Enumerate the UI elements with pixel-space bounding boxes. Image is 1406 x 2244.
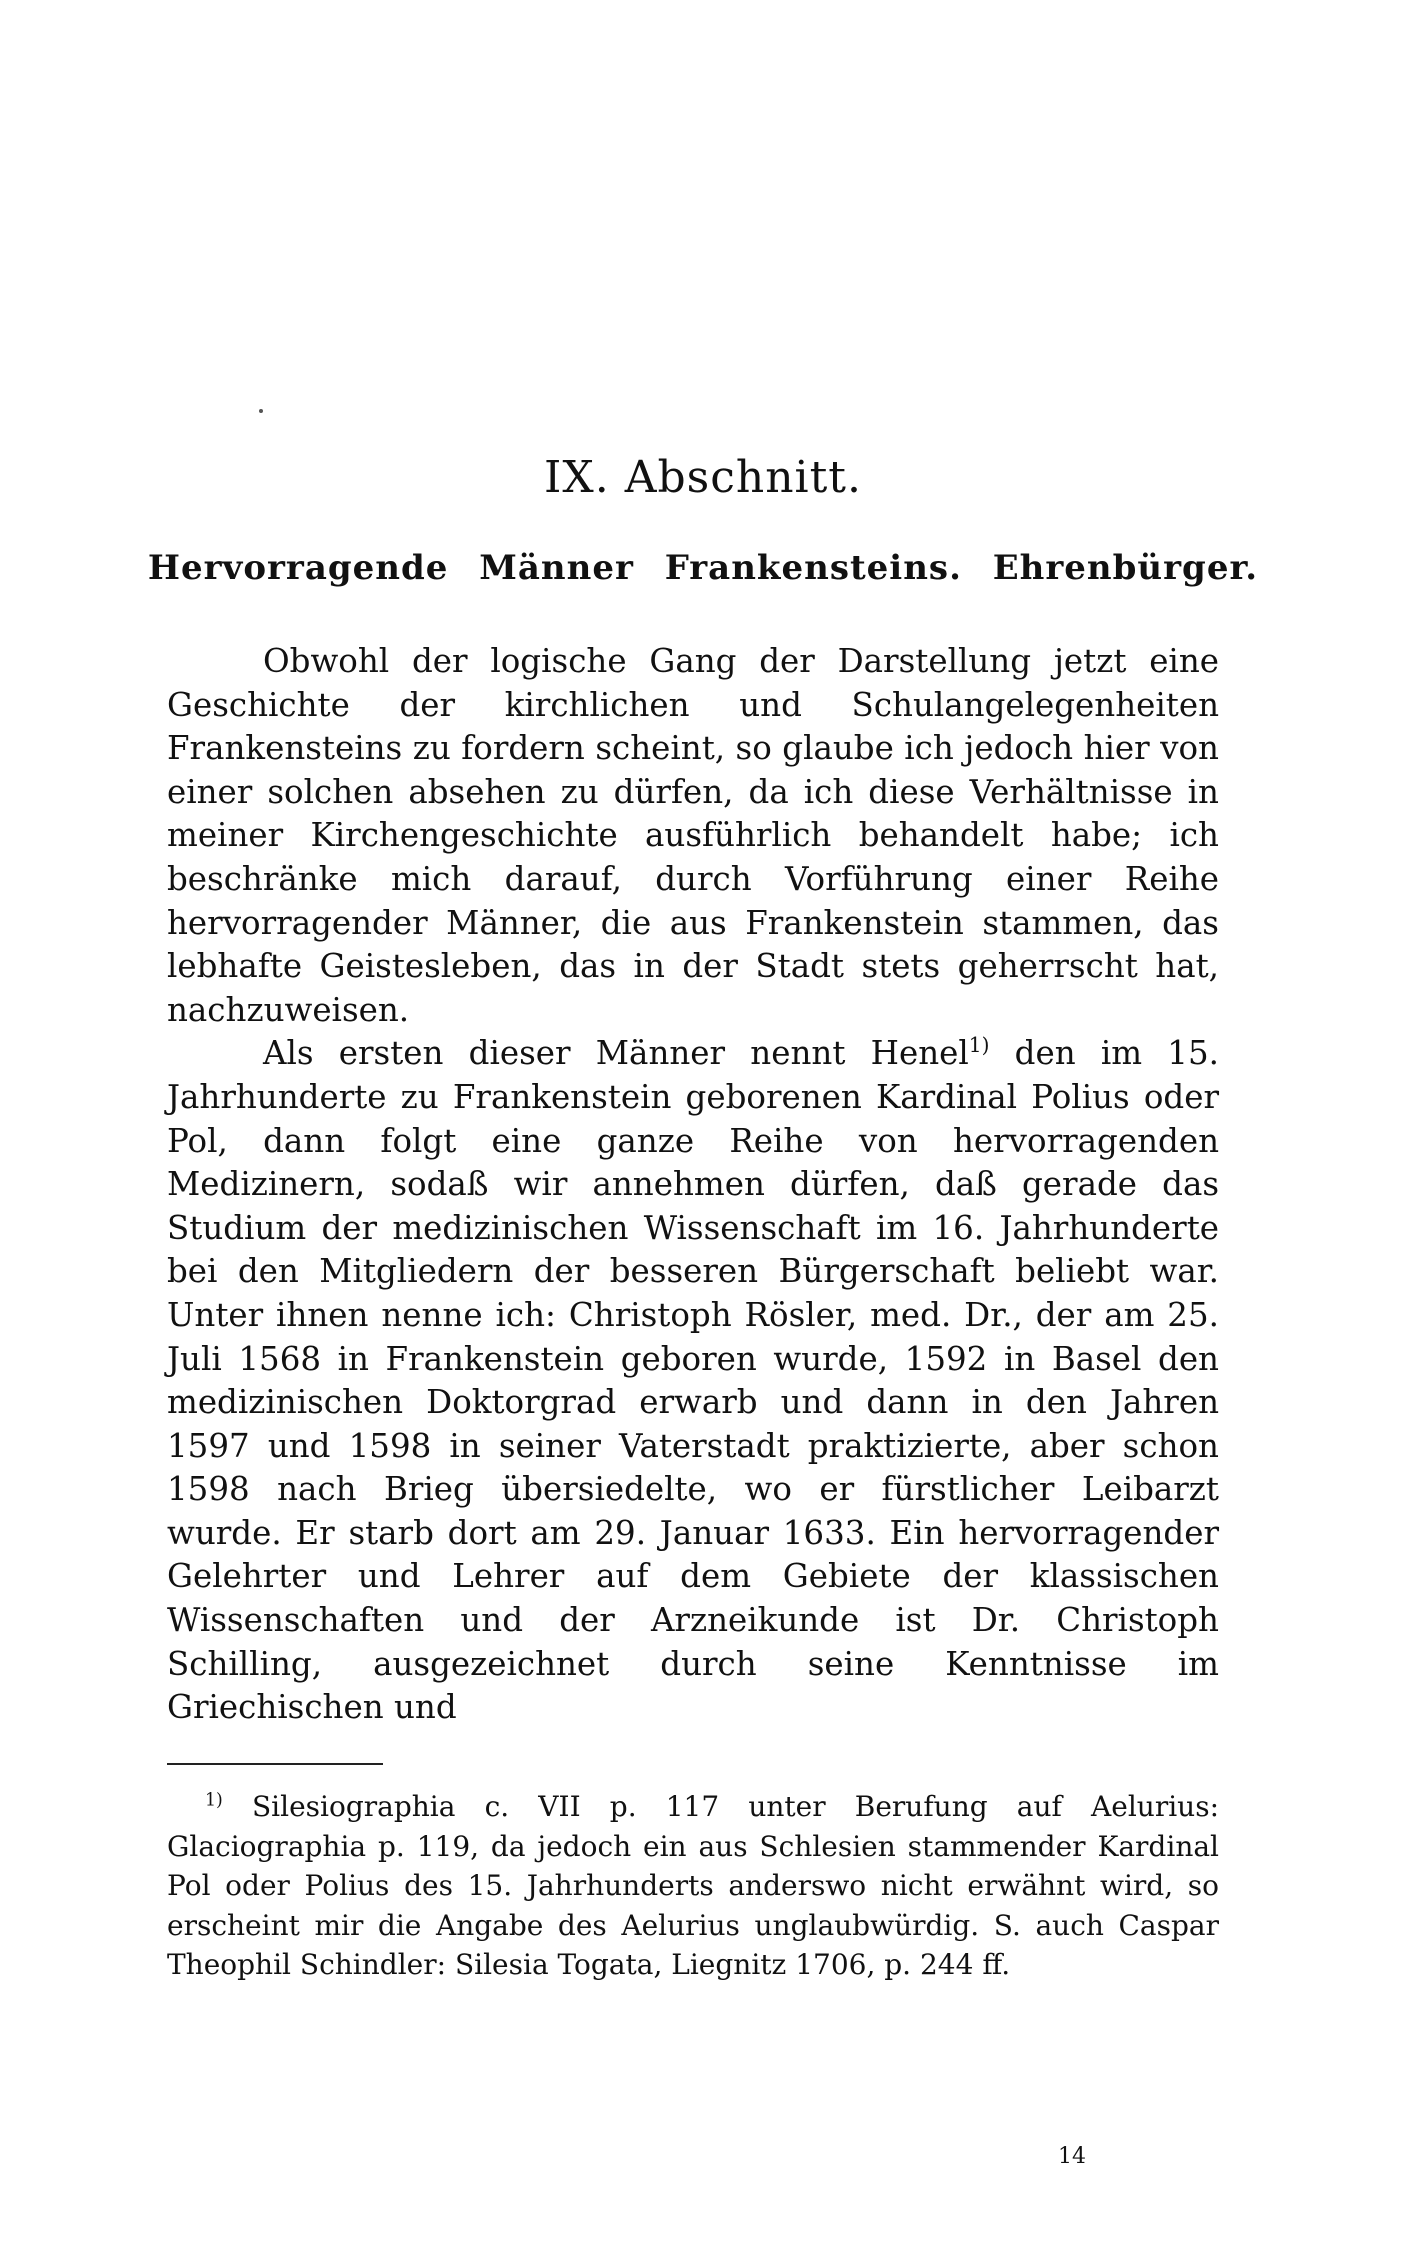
body-text [167,640,1219,1730]
paragraph: Obwohl der logische Gang der Darstellung jetzt eine Geschichte der kirchlichen und Schulangelegenheiten Frankensteins zu fordern scheint, so glaube ich jedoch hier von einer solchen absehen zu dürfen, da ich diese Verhältnisse in meiner Kirchengeschichte ausführlich behandelt habe; ich beschränke mich darauf, durch Vorführung einer Reihe hervorragender Männer, die aus Frankenstein stammen, das lebhafte Geistesleben, das in der Stadt stets geherrscht hat, nachzuweisen. [167,642,1219,1029]
paragraph [167,1032,1219,1730]
footnote-reference: 1) [968,1033,990,1058]
paragraph-text: Als ersten dieser Männer nennt Henel [263,1034,969,1073]
chapter-heading: IX. Abschnitt. [544,452,862,503]
page-number: 14 [1058,2144,1086,2169]
print-speck [259,409,263,413]
footnote-marker: 1) [205,1790,223,1811]
footnote [167,1787,1219,1985]
footnote-text: Silesiographia c. VII p. 117 unter Berufung auf Aelurius: Glaciographia p. 119, da jedoch ein aus Schlesien stammender Kardinal Pol oder Polius des 15. Jahrhunderts anderswo nicht erwähnt wird, so erscheint mir die Angabe des Aelurius unglaubwürdig. S. auch Caspar Theophil Schindler: Silesia Togata, Liegnitz 1706, p. 244 ff. [167,1790,1219,1982]
footnote-divider [167,1763,383,1765]
paragraph-text: den im 15. Jahrhunderte zu Frankenstein geborenen Kardinal Polius oder Pol, dann folgt eine ganze Reihe von hervorragenden Medizinern, sodaß wir annehmen dürfen, daß gerade das Studium der medizinischen Wissenschaft im 16. Jahrhunderte bei den Mitgliedern der besseren Bürgerschaft beliebt war. Unter ihnen nenne ich: Christoph Rösler, med. Dr., der am 25. Juli 1568 in Frankenstein geboren wurde, 1592 in Basel den medizinischen Doktorgrad erwarb und dann in den Jahren 1597 und 1598 in seiner Vaterstadt praktizierte, aber schon 1598 nach Brieg übersiedelte, wo er fürstlicher Leibarzt wurde. Er starb dort am 29. Januar 1633. Ein hervorragender Gelehrter und Lehrer auf dem Gebiete der klassischen Wissenschaften und der Arzneikunde ist Dr. Christoph Schilling, ausgezeichnet durch seine Kenntnisse im Griechischen und [167,1034,1219,1727]
section-subtitle: Hervorragende Männer Frankensteins. Ehrenbürger. [147,548,1259,588]
footnotes [167,1787,1219,1985]
